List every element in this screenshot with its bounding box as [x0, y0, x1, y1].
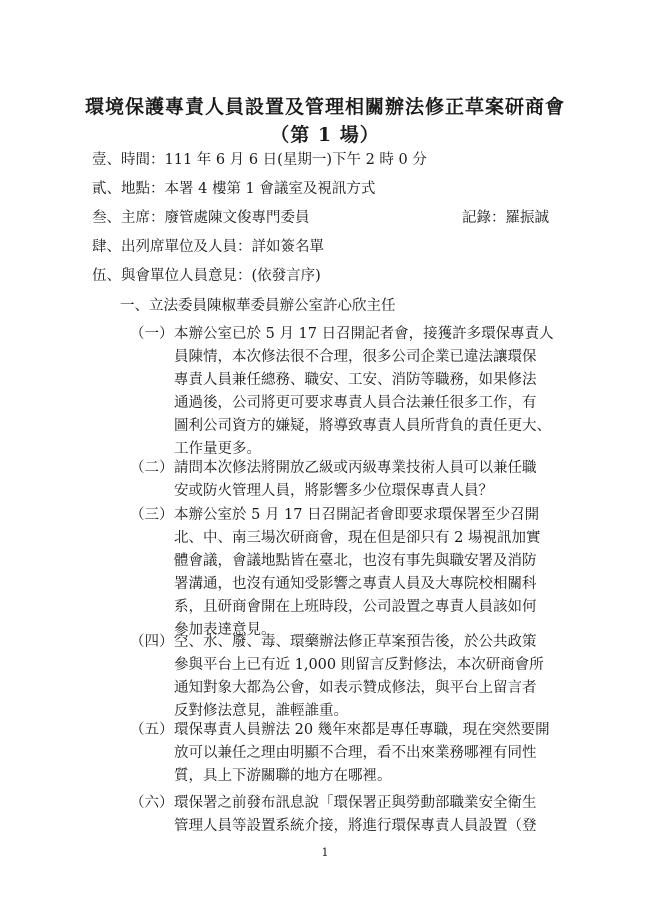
item-line: 參加表達意見。 [174, 622, 276, 638]
item-line: 質，具上下游關聯的地方在哪裡。 [174, 768, 392, 784]
page-number: 1 [321, 846, 329, 859]
item-line: 環保專責人員辦法 20 幾年來都是專任專職，現在突然要開 [174, 722, 550, 738]
item-line: 專責人員兼任總務、職安、工安、消防等職務，如果修法 [174, 372, 537, 388]
item-line: 體會議，會議地點皆在臺北，也沒有事先與職安署及消防 [174, 553, 537, 569]
item-line: 通知對象大都為公會，如表示贊成修法，與平台上留言者 [174, 680, 537, 696]
item-line: 管理人員等設置系統介接，將進行環保專責人員設置（登 [174, 818, 537, 834]
meeting-time: 壹、時間：111 年 6 月 6 日(星期一)下午 2 時 0 分 [92, 152, 427, 168]
item-line: 空、水、廢、毒、環藥辦法修正草案預告後，於公共政策 [174, 634, 537, 650]
item-number: （五） [130, 722, 174, 738]
item-line: 署溝通，也沒有通知受影響之專責人員及大專院校相關科 [174, 576, 537, 592]
document-subtitle: （第 1 場） [270, 124, 380, 146]
item-line: 安或防火管理人員，將影響多少位環保專責人員？ [174, 483, 493, 499]
attendee-opinions-heading: 伍、與會單位人員意見：(依發言序) [92, 268, 321, 284]
item-line: 參與平台上已有近 1,000 則留言反對修法，本次研商會所 [174, 657, 544, 673]
item-line: 請問本次修法將開放乙級或丙級專業技術人員可以兼任職 [174, 460, 537, 476]
item-line: 工作量更多。 [174, 441, 261, 457]
meeting-attendees: 肆、出列席單位及人員：詳如簽名單 [92, 239, 324, 255]
item-line: 環保署之前發布訊息說「環保署正與勞動部職業安全衛生 [174, 795, 537, 811]
item-line: 圖利公司資方的嫌疑，將導致專責人員所背負的責任更大、 [174, 418, 551, 434]
item-line: 本辦公室於 5 月 17 日召開記者會即要求環保署至少召開 [174, 507, 540, 523]
meeting-location: 貳、地點：本署 4 樓第 1 會議室及視訊方式 [92, 181, 376, 197]
item-line: 北、中、南三場次研商會，現在但是卻只有 2 場視訊加實 [174, 530, 541, 546]
speaker-heading: 一、立法委員陳椒華委員辦公室許心欣主任 [120, 298, 396, 314]
item-number: （四） [130, 634, 174, 650]
item-number: （三） [130, 507, 174, 523]
item-line: 放可以兼任之理由明顯不合理，看不出來業務哪裡有同性 [174, 745, 537, 761]
meeting-chair: 叁、主席：廢管處陳文俊專門委員 [92, 210, 310, 226]
document-title: 環境保護專責人員設置及管理相關辦法修正草案研商會 [84, 96, 565, 118]
item-line: 系，且研商會開在上班時段，公司設置之專責人員該如何 [174, 599, 537, 615]
item-line: 通過後，公司將更可要求專責人員合法兼任很多工作，有 [174, 395, 537, 411]
item-number: （一） [130, 326, 174, 342]
item-line: 反對修法意見，誰輕誰重。 [174, 703, 348, 719]
item-number: （二） [130, 460, 174, 476]
item-number: （六） [130, 795, 174, 811]
item-line: 員陳情，本次修法很不合理，很多公司企業已違法讓環保 [174, 349, 537, 365]
item-line: 本辦公室已於 5 月 17 日召開記者會，接獲許多環保專責人 [174, 326, 554, 342]
meeting-recorder: 記錄：羅振誠 [462, 210, 549, 226]
